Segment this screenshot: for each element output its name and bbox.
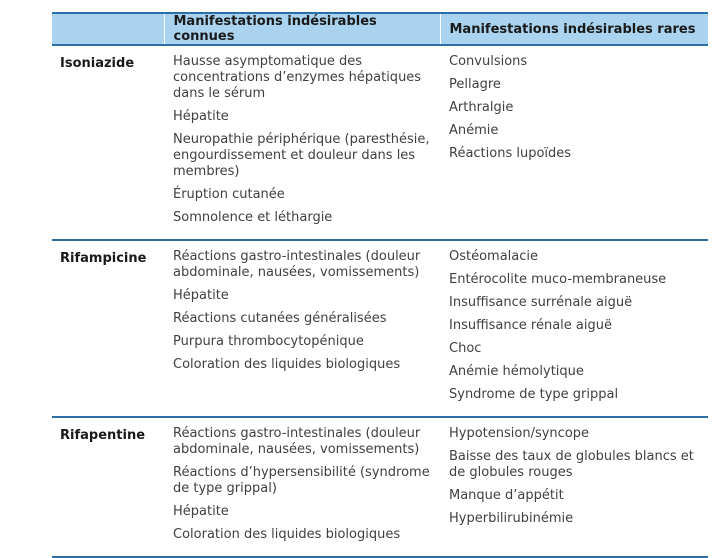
header-rare-effects: Manifestations indésirables rares — [440, 13, 708, 45]
known-effect-item: Réactions d’hypersensibilité (syndrome de type grippal) — [173, 465, 430, 496]
rare-effect-item: Entérocolite muco-membraneuse — [449, 272, 667, 287]
rare-effects-list — [449, 426, 708, 527]
rare-effect-item: Hyperbilirubinémie — [449, 511, 574, 526]
known-effect-item: Hépatite — [173, 288, 229, 303]
rare-effect-item: Convulsions — [449, 54, 528, 69]
rare-effects-cell — [440, 417, 708, 557]
rare-effects-cell — [440, 45, 708, 240]
drug-name: Rifapentine — [60, 428, 146, 443]
drug-name: Isoniazide — [60, 56, 135, 71]
known-effect-item: Réactions cutanées généralisées — [173, 311, 387, 326]
header-known-effects: Manifestations indésirables connues — [164, 13, 440, 45]
known-effect-item: Hépatite — [173, 109, 229, 124]
known-effect-item: Réactions gastro-intestinales (douleur abdominale, nausées, vomissements) — [173, 249, 421, 280]
rare-effect-item: Choc — [449, 341, 482, 356]
known-effect-item: Réactions gastro-intestinales (douleur abdominale, nausées, vomissements) — [173, 426, 421, 457]
rare-effects-list — [449, 54, 708, 162]
rare-effect-item: Syndrome de type grippal — [449, 387, 619, 402]
table-row — [52, 240, 708, 417]
known-effect-item: Hépatite — [173, 504, 229, 519]
rare-effect-item: Manque d’appétit — [449, 488, 564, 503]
rare-effect-item: Hypotension/syncope — [449, 426, 590, 441]
known-effect-item: Somnolence et léthargie — [173, 210, 333, 225]
rare-effect-item: Anémie hémolytique — [449, 364, 584, 379]
rare-effect-item: Insuffisance rénale aiguë — [449, 318, 612, 333]
known-effect-item: Coloration des liquides biologiques — [173, 357, 401, 372]
known-effect-item: Neuropathie périphérique (paresthésie, engourdissement et douleur dans les membres) — [173, 132, 430, 179]
table-row — [52, 417, 708, 557]
known-effect-item: Coloration des liquides biologiques — [173, 527, 401, 542]
known-effects-cell — [164, 417, 440, 557]
adverse-effects-table — [52, 12, 708, 558]
rare-effect-item: Ostéomalacie — [449, 249, 539, 264]
rare-effect-item: Anémie — [449, 123, 499, 138]
rare-effect-item: Insuffisance surrénale aiguë — [449, 295, 633, 310]
known-effects-list — [173, 54, 440, 226]
rare-effect-item: Réactions lupoïdes — [449, 146, 572, 161]
table-body — [52, 45, 708, 557]
drug-name: Rifampicine — [60, 251, 147, 266]
rare-effect-item: Baisse des taux de globules blancs et de globules rouges — [449, 449, 694, 480]
table-header-row — [52, 13, 708, 45]
known-effects-list — [173, 426, 440, 543]
rare-effects-list — [449, 249, 708, 403]
known-effects-list — [173, 249, 440, 373]
known-effects-cell — [164, 240, 440, 417]
known-effects-cell — [164, 45, 440, 240]
rare-effect-item: Pellagre — [449, 77, 501, 92]
known-effect-item: Purpura thrombocytopénique — [173, 334, 364, 349]
table-row — [52, 45, 708, 240]
header-drug — [52, 13, 164, 45]
known-effect-item: Hausse asymptomatique des concentrations d’enzymes hépatiques dans le sérum — [173, 54, 422, 101]
rare-effects-cell — [440, 240, 708, 417]
known-effect-item: Éruption cutanée — [173, 187, 285, 202]
rare-effect-item: Arthralgie — [449, 100, 514, 115]
